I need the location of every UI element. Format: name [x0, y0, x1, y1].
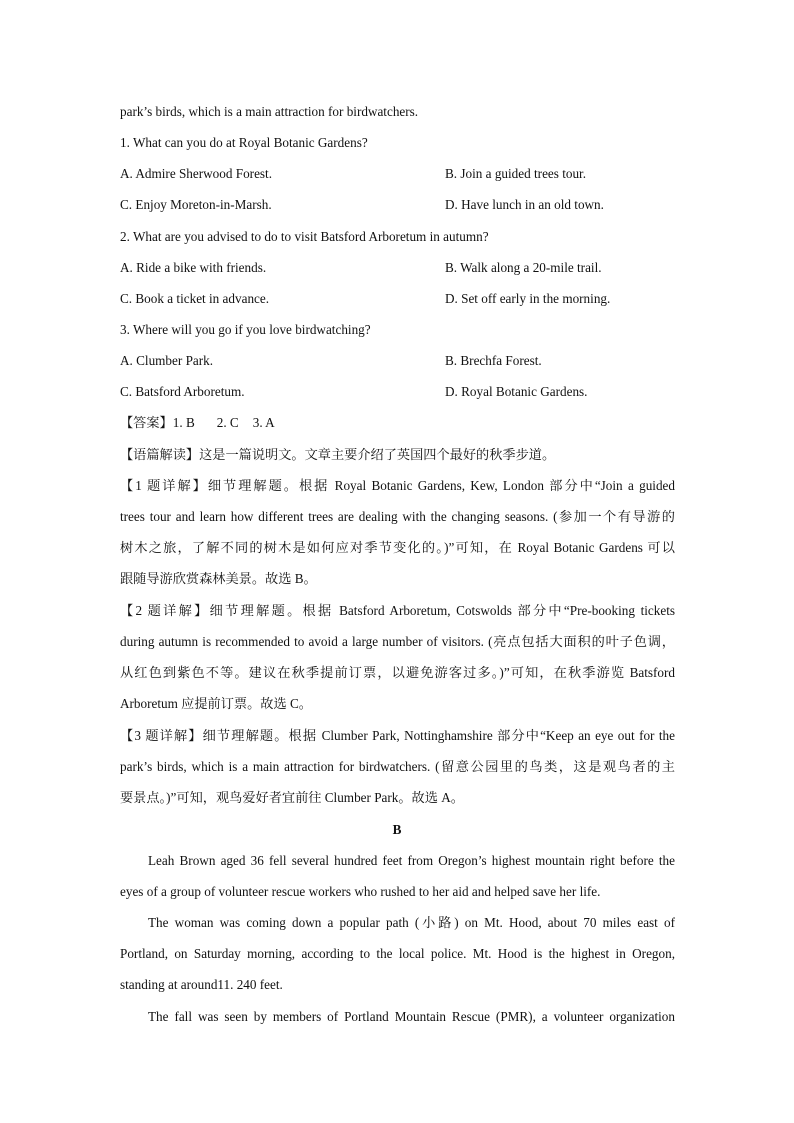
paragraph-2-line-3: standing at around11. 240 feet.: [120, 977, 283, 992]
question-2: 2. What are you advised to do to visit Batsford Arboretum in autumn?: [120, 229, 489, 244]
question-1-option-d: D. Have lunch in an old town.: [445, 197, 604, 212]
question-3: 3. Where will you go if you love birdwatching?: [120, 322, 371, 337]
detail-1-line-4: 跟随导游欣赏森林美景。故选 B。: [120, 571, 317, 586]
question-2-option-c: C. Book a ticket in advance.: [120, 291, 270, 306]
answer-line: [120, 414, 675, 432]
reading-summary: 【语篇解读】这是一篇说明文。文章主要介绍了英国四个最好的秋季步道。: [120, 447, 556, 462]
question-3-option-b: B. Brechfa Forest.: [445, 353, 542, 368]
paragraph-3-line-1: The fall was seen by members of Portland Mountain Rescue (PMR), a volunteer organization: [148, 1009, 675, 1024]
question-3-option-c: C. Batsford Arboretum.: [120, 384, 245, 399]
detail-1-line-3: 树木之旅，了解不同的树木是如何应对季节变化的。)”可知，在 Royal Botanic Gardens 可以: [120, 540, 675, 555]
paragraph-1-line-2: eyes of a group of volunteer rescue workers who rushed to her aid and helped save her life.: [120, 884, 601, 899]
question-1-option-b: B. Join a guided trees tour.: [445, 166, 587, 181]
detail-2-line-4: Arboretum 应提前订票。故选 C。: [120, 696, 312, 711]
detail-1-line-1: 【1 题详解】细节理解题。根据 Royal Botanic Gardens, Kew, London 部分中“Join a guided: [120, 478, 675, 493]
detail-3-line-2: park’s birds, which is a main attraction for birdwatchers. (留意公园里的鸟类，这是观鸟者的主: [120, 759, 675, 774]
paragraph-1-line-1: Leah Brown aged 36 fell several hundred feet from Oregon’s highest mountain right before the: [148, 853, 675, 868]
question-2-option-d: D. Set off early in the morning.: [445, 291, 611, 306]
detail-1-line-2: trees tour and learn how different trees are dealing with the changing seasons. (参加一个有导游的: [120, 509, 675, 524]
detail-3-line-3: 要景点。)”可知，观鸟爱好者宜前往 Clumber Park。故选 A。: [120, 790, 464, 805]
question-2-option-a: A. Ride a bike with friends.: [120, 260, 267, 275]
answer-label: 【答案】: [120, 415, 173, 430]
detail-2-line-2: during autumn is recommended to avoid a large number of visitors. (亮点包括大面积的叶子色调，: [120, 634, 675, 649]
detail-2-line-3: 从红色到紫色不等。建议在秋季提前订票，以避免游客过多。)”可知，在秋季游览 Batsford: [120, 665, 675, 680]
section-b-heading: B: [392, 822, 402, 837]
question-1: 1. What can you do at Royal Botanic Gardens?: [120, 135, 368, 150]
detail-2-line-1: 【2 题详解】细节理解题。根据 Batsford Arboretum, Cotswolds 部分中“Pre-booking tickets: [120, 603, 675, 618]
answer-1: 1. B: [172, 415, 195, 430]
question-3-option-a: A. Clumber Park.: [120, 353, 214, 368]
detail-3-line-1: 【3 题详解】细节理解题。根据 Clumber Park, Nottinghamshire 部分中“Keep an eye out for the: [120, 728, 675, 743]
question-1-option-a: A. Admire Sherwood Forest.: [120, 166, 273, 181]
answer-3: 3. A: [252, 415, 275, 430]
passage-end-line: park’s birds, which is a main attraction for birdwatchers.: [120, 104, 419, 119]
question-2-option-b: B. Walk along a 20-mile trail.: [445, 260, 602, 275]
paragraph-2-line-1: The woman was coming down a popular path (小路) on Mt. Hood, about 70 miles east of: [148, 915, 675, 930]
paragraph-2-line-2: Portland, on Saturday morning, according to the local police. Mt. Hood is the highest in Oregon,: [120, 946, 675, 961]
question-1-option-c: C. Enjoy Moreton-in-Marsh.: [120, 197, 272, 212]
answer-2: 2. C: [216, 415, 239, 430]
question-3-option-d: D. Royal Botanic Gardens.: [445, 384, 588, 399]
